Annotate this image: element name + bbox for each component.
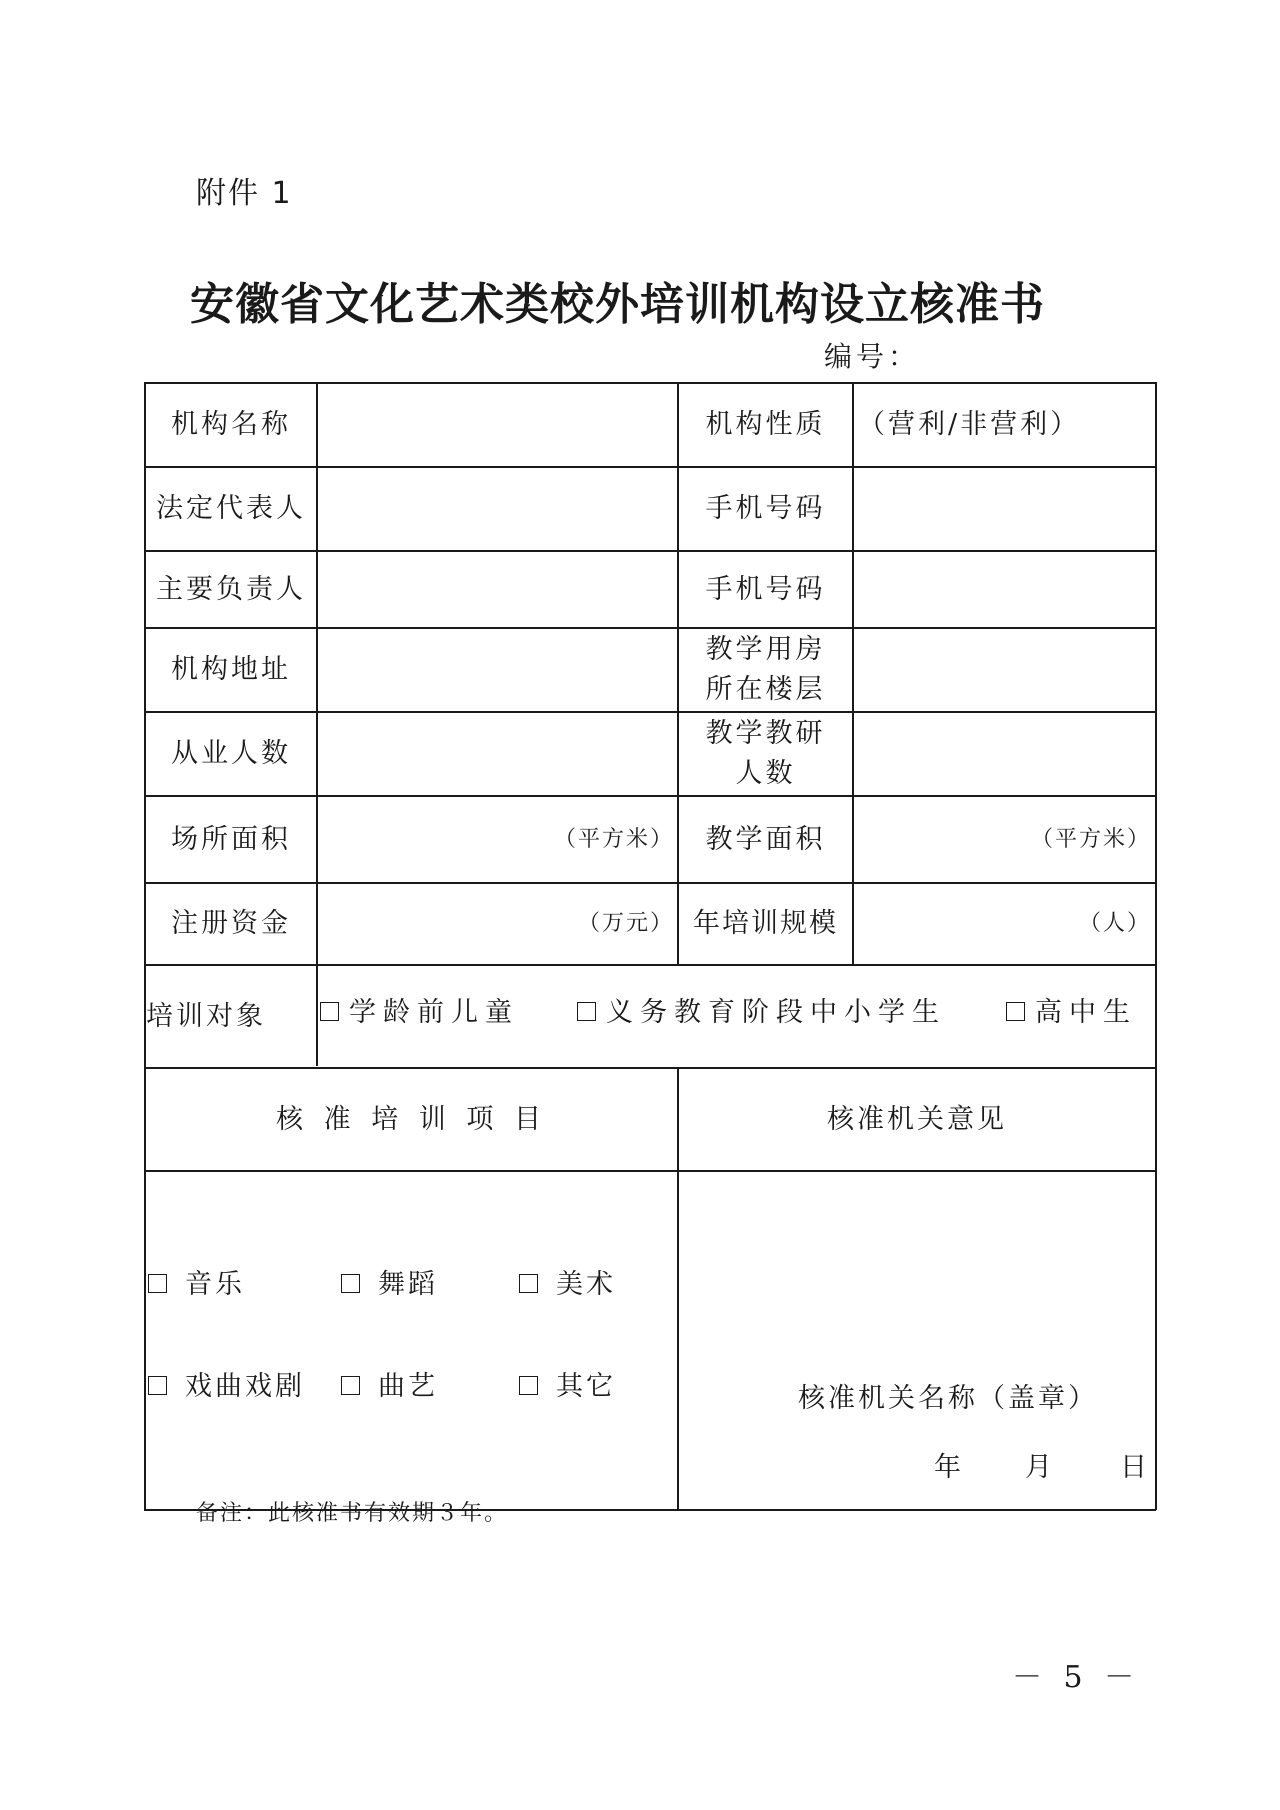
org-nature-value[interactable]: （营利/非营利） (858, 409, 1081, 440)
annual-scale-unit: （人） (1078, 911, 1151, 936)
target-option-label: 高中生 (1035, 997, 1137, 1028)
table-divider (144, 1170, 1156, 1172)
org-name-label: 机构名称 (171, 409, 291, 440)
site-area-field[interactable] (318, 797, 674, 882)
principal-field[interactable] (318, 552, 677, 627)
attachment-label: 附件 1 (196, 176, 293, 211)
teaching-area-unit: （平方米） (1030, 826, 1151, 852)
item-music[interactable] (148, 1262, 245, 1301)
target-option-compulsory[interactable] (577, 990, 946, 1029)
item-label: 音乐 (185, 1269, 245, 1300)
principal-label: 主要负责人 (156, 573, 306, 605)
date-year: 年 (934, 1452, 964, 1483)
item-label: 戏曲戏剧 (185, 1371, 305, 1402)
table-border (1155, 382, 1157, 1510)
phone-field[interactable] (854, 468, 1154, 550)
teaching-floor-label (679, 629, 852, 711)
annual-scale-label: 年培训规模 (693, 908, 838, 939)
item-label: 美术 (556, 1269, 616, 1300)
address-field[interactable] (318, 629, 677, 711)
site-area-unit: （平方米） (553, 826, 674, 852)
teaching-area-field[interactable] (854, 797, 1151, 882)
staff-count-field[interactable] (318, 713, 677, 795)
site-area-label: 场所面积 (171, 823, 291, 855)
target-option-label: 义务教育阶段中小学生 (606, 997, 946, 1028)
checkbox-icon (148, 1376, 167, 1395)
teaching-area-label: 教学面积 (705, 823, 826, 855)
address-label: 机构地址 (171, 654, 291, 685)
teaching-staff-field[interactable] (854, 713, 1154, 795)
checkbox-icon (577, 1002, 596, 1021)
item-folk-arts[interactable] (341, 1364, 438, 1403)
serial-number-label: 编号： (824, 340, 921, 373)
checkbox-icon (148, 1274, 167, 1293)
teaching-floor-label-line2: 所在楼层 (705, 674, 826, 705)
staff-count-label: 从业人数 (171, 738, 291, 769)
date-day: 日 (1120, 1452, 1150, 1483)
checkbox-icon (341, 1274, 360, 1293)
org-name-field[interactable] (318, 384, 677, 466)
date-month: 月 (1025, 1452, 1055, 1483)
phone-label-2: 手机号码 (705, 573, 826, 605)
target-option-highschool[interactable] (1006, 990, 1137, 1029)
checkbox-icon (1006, 1002, 1025, 1021)
phone-label: 手机号码 (705, 493, 826, 524)
item-dance[interactable] (341, 1262, 438, 1301)
legal-rep-label: 法定代表人 (156, 493, 306, 524)
target-option-label: 学龄前儿童 (349, 997, 519, 1028)
capital-label: 注册资金 (171, 908, 291, 939)
item-label: 舞蹈 (378, 1269, 438, 1300)
item-other[interactable] (519, 1364, 616, 1403)
item-opera-drama[interactable] (148, 1364, 305, 1403)
validity-note: 备注：此核准书有效期３年。 (196, 1501, 509, 1526)
checkbox-icon (341, 1376, 360, 1395)
annual-scale-field[interactable] (854, 884, 1151, 964)
checkbox-icon (519, 1274, 538, 1293)
item-label: 曲艺 (378, 1371, 438, 1402)
page-title: 安徽省文化艺术类校外培训机构设立核准书 (190, 279, 1045, 330)
page-number: － 5 － (1012, 1660, 1141, 1695)
org-nature-label: 机构性质 (705, 409, 826, 440)
authority-opinion-header: 核准机关意见 (827, 1103, 1007, 1135)
target-option-preschool[interactable] (320, 990, 519, 1029)
teaching-staff-label-line1: 教学教研 (705, 718, 826, 749)
checkbox-icon (519, 1376, 538, 1395)
approved-items-header: 核 准 培 训 项 目 (276, 1103, 547, 1135)
phone-field-2[interactable] (854, 552, 1154, 627)
legal-rep-field[interactable] (318, 468, 677, 550)
teaching-floor-label-line1: 教学用房 (705, 634, 826, 665)
target-label: 培训对象 (146, 1000, 266, 1032)
capital-unit: （万元） (577, 911, 674, 936)
item-fine-arts[interactable] (519, 1262, 616, 1301)
teaching-staff-label (679, 713, 852, 795)
authority-name-label: 核准机关名称（盖章） (798, 1383, 1098, 1414)
capital-field[interactable] (318, 884, 674, 964)
item-label: 其它 (556, 1371, 616, 1402)
checkbox-icon (320, 1002, 339, 1021)
teaching-floor-field[interactable] (854, 629, 1154, 711)
teaching-staff-label-line2: 人数 (735, 758, 796, 789)
